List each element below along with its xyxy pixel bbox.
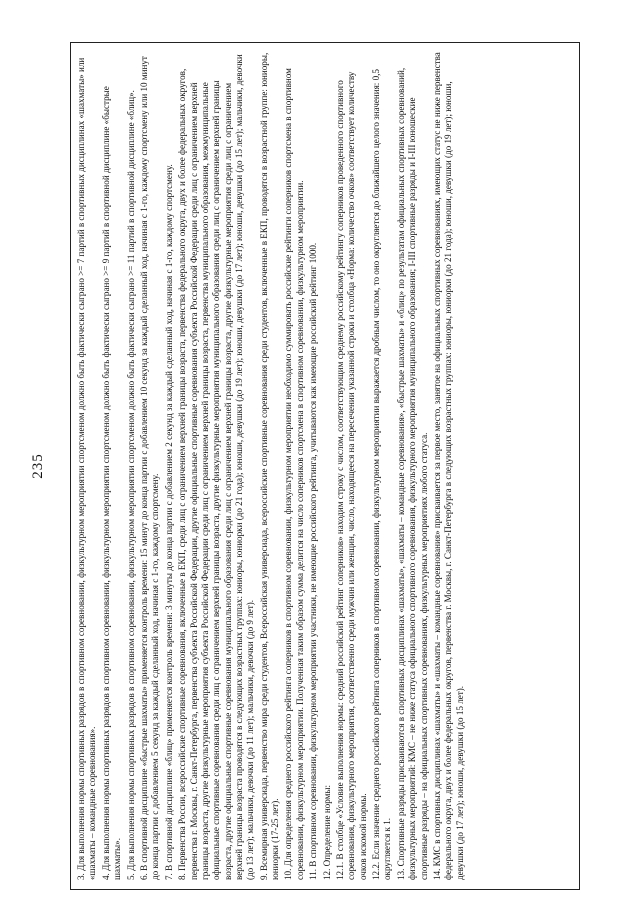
note-paragraph: 6. В спортивной дисциплине «быстрые шахматы» применяется контроль времени: 15 минут до конца партии с добавлением 10 секунд за каждый сделанный ход, начиная с 1-го, каждому спортсмену или 10 минут до конца партии с добавлением 5 секунд за каждый сделанный ход, начиная с 1-го, каждому спортсмену. [139, 56, 161, 880]
rotated-page-content [30, 42, 580, 890]
note-paragraph: 5. Для выполнения нормы спортивных разрядов в спортивном соревновании, физкультурном мероприятии спортсменом должно быть фактически сыграно >= 11 партий в спортивной дисциплине «блиц». [125, 90, 136, 880]
note-paragraph: 12. Определение нормы: [321, 784, 332, 880]
note-paragraph: 13. Спортивные разряды присваиваются в спортивных дисциплинах «шахматы», «шахматы – командные соревнования», «быстрые шахматы» и «блиц» по результатам официальных спортивных соревнований, физкультурных мероприятий: КМС – не ниже статуса официального спортивного соревнования, физкультурного мероприятия муниципального образования; I-III спортивные разряды и I-III юношеские спортивные разряды – на официальных спортивных соревнованиях, физкультурных мероприятиях любого статуса. [395, 67, 429, 880]
note-paragraph: 10. Для определения среднего российского рейтинга соперников в спортивном соревновании, физкультурном мероприятии необходимо суммировать российские рейтинги соперников спортсмена в спортивном соревновании, физкультурном мероприятии. Полученная таким образом сумма делится на число соперников спортсмена в спортивном соревновании, физкультурном мероприятии. [283, 68, 305, 880]
page-number: 235 [30, 453, 46, 479]
note-paragraph: 11. В спортивном соревновании, физкультурном мероприятии участники, не имеющие российского рейтинга, учитываются как имеющие российский рейтинг 1000. [308, 242, 319, 880]
note-paragraph: 8. Первенства России, всероссийские спортивные соревнования, включенные в ЕКП, среди лиц с ограничением верхней границы возраста, первенства федерального округа, двух и более федеральных округов, первенства г. Москвы, г. Санкт-Петербурга, первенства субъекта Российской Федерации, другие официальные спортивные соревнования субъекта Российской Федерации среди лиц с ограничением верхней границы возраста, другие физкультурные мероприятия субъекта Российской Федерации среди лиц с ограничением верхней границы возраста, первенства муниципального образования, межмуниципальные официальные спортивные соревнования среди лиц с ограничением верхней границы возраста, другие физкультурные мероприятия муниципального образования среди лиц с ограничением верхней границы возраста, другие официальные спортивные соревнования муниципального образования среди лиц с ограничением верхней границы возраста, другие физкультурные мероприятия среди лиц с ограничением верхней границы возраста проводятся в следующих возрастных группах: юниоры, юниорки (до 21 года); юноши, девушки (до 19 лет); юноши, девушки (до 17 лет); юноши, девушки (до 15 лет); мальчики, девочки (до 13 лет); мальчики, девочки (до 11 лет); мальчики, девочки (до 9 лет). [177, 54, 256, 880]
note-paragraph: 12.2. Если значение среднего российского рейтинга соперников в спортивном соревновании, физкультурном мероприятии выражается дробным числом, то оно округляется до ближайшего целого значения: 0,5 округляется к 1. [371, 69, 393, 880]
note-paragraph: 3. Для выполнения нормы спортивных разрядов в спортивном соревновании, физкультурном мероприятии спортсменом должно быть фактически сыграно >= 7 партий в спортивных дисциплинах «шахматы» или «шахматы – командные соревнования». [76, 57, 98, 880]
notes-body [70, 42, 472, 890]
note-paragraph: 9. Всемирная универсиада, первенство мира среди студентов, Всероссийская универсиада, всероссийские спортивные соревнования среди студентов, включенные в ЕКП, проводятся в возрастной группе: юниоры, юниорки (17-25 лет). [258, 52, 280, 880]
note-paragraph: 7. В спортивной дисциплине «блиц» применяется контроль времени: 3 минуты до конца партии с добавлением 2 секунд за каждый сделанный ход, начиная с 1-го, каждому спортсмену. [163, 164, 174, 880]
note-paragraph: 14. КМС в спортивных дисциплинах «шахматы» и «шахматы – командные соревнования» присваивается за первое место, занятое на официальных спортивных соревнованиях, имеющих статус не ниже первенства федерального округа, двух и более федеральных округов, первенства г. Москвы, г. Санкт-Петербурга в следующих возрастных группах: юниоры, юниорки (до 21 года); юноши, девушки (до 19 лет); юноши, девушки (до 17 лет); юноши, девушки (до 15 лет). [432, 52, 465, 880]
note-paragraph: 4. Для выполнения нормы спортивных разрядов в спортивном соревновании, физкультурном мероприятии спортсменом должно быть фактически сыграно >= 9 партий в спортивной дисциплине «быстрые шахматы». [100, 86, 123, 880]
note-paragraph: 12.1. В столбце «Условие выполнения нормы: средний российский рейтинг соперников» находим строку с числом, соответствующим среднему российскому рейтингу соперников проведенного спортивного соревнования, физкультурного мероприятия, соответственно среди мужчин или женщин, число, находящееся на пересечении указанной строки и столбца «Норма: количество очков» соответствует количеству очков искомой нормы. [335, 71, 368, 880]
